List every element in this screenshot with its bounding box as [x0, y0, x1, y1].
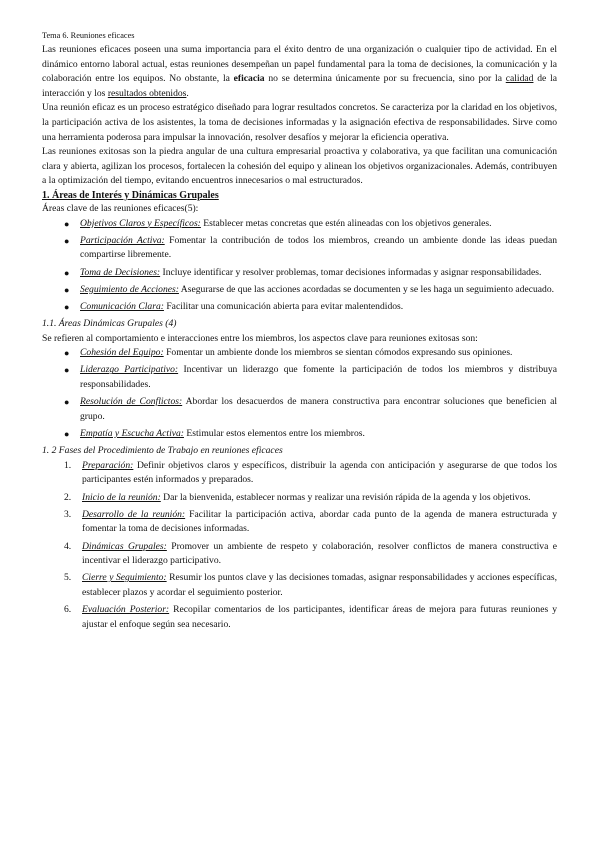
list-item — [64, 508, 557, 537]
list-item-text: Establecer metas concretas que estén alineadas con los objetivos generales. — [200, 217, 492, 229]
list-item-text: Asegurarse de que las acciones acordadas se documenten y se les haga un seguimiento adecuado. — [178, 283, 555, 295]
list-item — [64, 491, 557, 506]
list-item-text: Definir objetivos claros y específicos, distribuir la agenda con anticipación y asegurarse de que todos los participantes estén informados y preparados. — [82, 459, 557, 486]
bullet-icon: ● — [64, 301, 70, 312]
list-item — [64, 283, 557, 298]
list-item-text: Facilitar una comunicación abierta para evitar malentendidos. — [163, 300, 404, 312]
bullet-icon: ● — [64, 284, 70, 295]
list-item — [64, 266, 557, 281]
list-item-term: Evaluación Posterior: — [82, 604, 170, 616]
list-item-number: 6. — [64, 604, 72, 616]
list-item-number: 1. — [64, 459, 72, 471]
list-item-number: 3. — [64, 508, 72, 520]
intro-paragraph-2: Una reunión eficaz es un proceso estratégico diseñado para lograr resultados concretos. Se caracteriza por la claridad en los objetivos, la participación activa de los asistentes, la toma de decisiones informadas y la asignación efectiva de responsabilidades. Sirve como una herramienta poderosa para impulsar la innovación, resolver desafíos y mejorar la eficiencia operativa. — [42, 102, 557, 143]
section-1-2-list — [42, 459, 557, 633]
list-item-term: Empatía y Escucha Activa: — [80, 428, 184, 439]
bullet-icon: ● — [64, 218, 70, 229]
list-item-text: Facilitar la participación activa, abordar cada punto de la agenda de manera estructurada y fomentar la toma de decisiones informadas. — [82, 508, 557, 535]
list-item-term: Dinámicas Grupales: — [82, 540, 167, 552]
list-item-text: Abordar los desacuerdos de manera constructiva para encontrar soluciones que beneficien al grupo. — [80, 396, 557, 422]
bullet-icon: ● — [64, 429, 70, 439]
list-item-text: Incentivar un liderazgo que fomente la participación de todos los miembros y distribuya responsabilidades. — [80, 364, 557, 391]
section-1-1-lead: Se refieren al comportamiento e interacciones entre los miembros, los aspectos clave para reuniones exitosas son: — [42, 332, 478, 344]
list-item-term: Desarrollo de la reunión: — [82, 508, 186, 520]
section-1-list — [42, 217, 557, 315]
underlined-word-calidad: calidad — [505, 73, 534, 85]
intro-text: . — [186, 87, 189, 99]
list-item — [64, 346, 557, 361]
list-item-text: Recopilar comentarios de los participantes, identificar áreas de mejora para futuras reuniones y ajustar el enfoque según sea necesario. — [82, 604, 558, 630]
underlined-phrase-resultados: resultados obtenidos — [107, 87, 187, 99]
list-item-number: 2. — [64, 491, 72, 503]
section-1-1-heading: 1.1. Áreas Dinámicas Grupales (4) — [42, 318, 177, 330]
intro-text: de la interacción y los — [42, 73, 558, 99]
list-item-term: Comunicación Clara: — [80, 300, 164, 312]
list-item-number: 4. — [64, 540, 72, 552]
list-item-text: Fomentar un ambiente donde los miembros se sientan cómodos expresando sus opiniones. — [163, 347, 513, 359]
list-item-term: Preparación: — [82, 459, 134, 471]
list-item-text: Incluye identificar y resolver problemas, tomar decisiones informadas y asignar responsabilidades. — [160, 266, 542, 278]
list-item — [64, 300, 557, 315]
list-item-text: Dar la bienvenida, establecer normas y realizar una revisión rápida de la agenda y los objetivos. — [160, 491, 531, 503]
bold-word-eficacia: eficacia — [233, 73, 265, 85]
list-item — [64, 217, 557, 232]
list-item — [64, 459, 557, 488]
list-item-number: 5. — [64, 572, 72, 584]
intro-text: no se determina únicamente por su frecuencia, sino por la — [264, 73, 506, 85]
list-item-text: Resumir los puntos clave y las decisiones tomadas, asignar responsabilidades y acciones específicas, establecer plazos y acordar el seguimiento posterior. — [82, 572, 557, 598]
bullet-icon: ● — [64, 397, 70, 408]
list-item-text: Fomentar la contribución de todos los miembros, creando un ambiente donde las ideas puedan compartirse libremente. — [80, 234, 558, 261]
bullet-icon: ● — [64, 267, 70, 278]
intro-text: Las reuniones eficaces poseen una suma importancia para el éxito dentro de una organización o cualquier tipo de actividad. En el dinámico entorno laboral actual, estas reuniones desempeñan un papel fundamental para la toma de decisiones, la comunicación y la colaboración entre los equipos. No obstante, la — [42, 44, 557, 85]
list-item — [64, 603, 558, 632]
list-item-term: Resolución de Conflictos: — [80, 396, 183, 408]
list-item-term: Seguimiento de Acciones: — [80, 283, 179, 295]
intro-paragraph-1 — [42, 43, 557, 101]
intro-paragraph-3: Las reuniones exitosas son la piedra angular de una cultura empresarial proactiva y colaborativa, ya que facilitan una comunicación clara y abierta, agilizan los procesos, fortalecen la cohesión del equipo y alinean los objetivos organizacionales. Además, contribuyen a la optimización del tiempo, evitando encuentros innecesarios o mal estructurados. — [42, 146, 557, 187]
list-item-term: Participación Activa: — [80, 234, 165, 246]
list-item — [64, 234, 558, 263]
bullet-icon: ● — [64, 235, 70, 246]
list-item — [64, 540, 557, 569]
document-page — [42, 30, 557, 635]
list-item — [64, 427, 557, 442]
list-item — [64, 571, 557, 600]
bullet-icon: ● — [64, 348, 70, 359]
bullet-icon: ● — [64, 365, 70, 376]
section-1-2-heading: 1. 2 Fases del Procedimiento de Trabajo en reuniones eficaces — [42, 445, 283, 457]
list-item-term: Inicio de la reunión: — [82, 491, 161, 503]
list-item-text: Estimular estos elementos entre los miembros. — [184, 428, 365, 439]
list-item-term: Objetivos Claros y Específicos: — [80, 217, 201, 229]
section-1-heading: 1. Áreas de Interés y Dinámicas Grupales — [42, 189, 219, 201]
section-1-lead: Áreas clave de las reuniones eficaces(5): — [42, 202, 199, 214]
list-item-term: Toma de Decisiones: — [80, 266, 161, 278]
list-item-term: Cierre y Seguimiento: — [82, 572, 167, 584]
list-item — [64, 363, 557, 392]
page-header: Tema 6. Reuniones eficaces — [42, 31, 135, 40]
list-item-text: Promover un ambiente de respeto y colaboración, resolver conflictos de manera constructiva e incentivar el liderazgo participativo. — [82, 540, 557, 567]
list-item — [64, 395, 557, 424]
list-item-term: Cohesión del Equipo: — [80, 347, 164, 359]
list-item-term: Liderazgo Participativo: — [80, 364, 179, 376]
section-1-1-list — [42, 346, 557, 441]
